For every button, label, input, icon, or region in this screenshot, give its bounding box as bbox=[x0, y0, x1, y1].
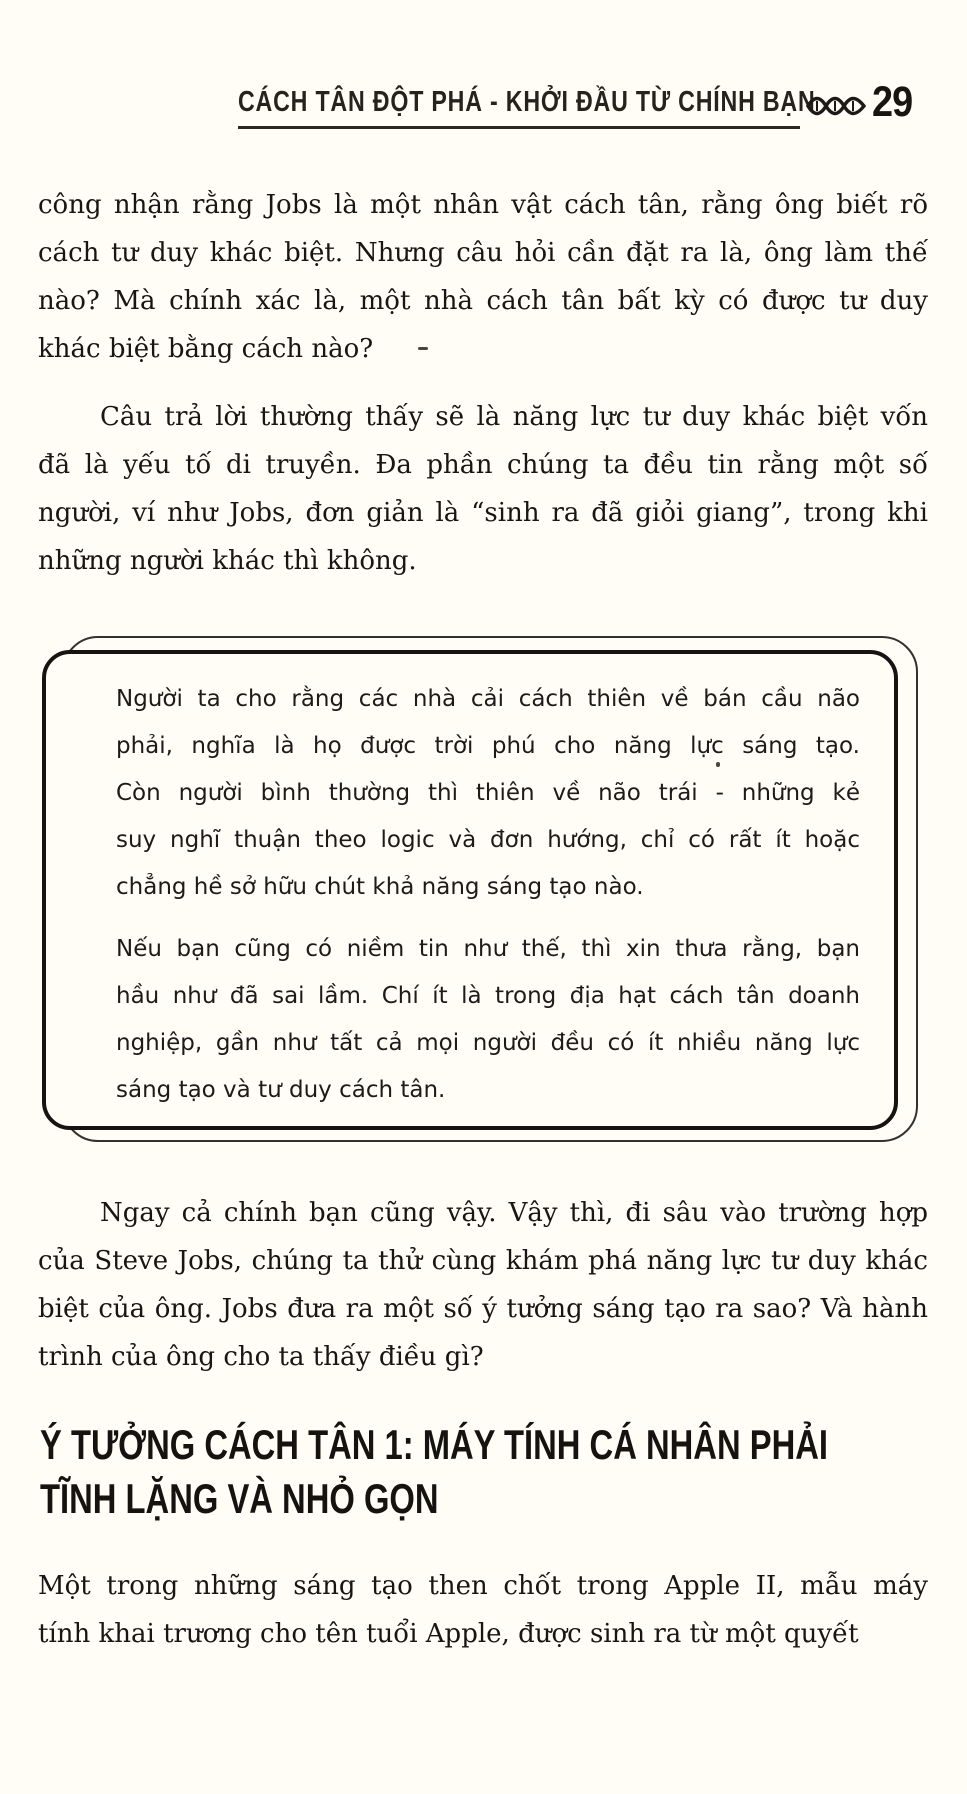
text-line: chẳng hề sở hữu chút khả năng sáng tạo nào. bbox=[116, 874, 644, 900]
heading-line: TĨNH LẶNG VÀ NHỎ GỌN bbox=[40, 1475, 439, 1522]
scan-speck bbox=[418, 347, 428, 350]
text-line: biệt của ông. Jobs đưa ra một số ý tưởng sáng tạo ra sao? Và hành bbox=[38, 1294, 928, 1324]
text-line: công nhận rằng Jobs là một nhân vật cách tân, rằng ông biết rõ bbox=[38, 190, 928, 220]
text-line: Câu trả lời thường thấy sẽ là năng lực tư duy khác biệt vốn bbox=[100, 402, 928, 432]
text-line: Người ta cho rằng các nhà cải cách thiên về bán cầu não bbox=[116, 686, 860, 712]
page-number: 29 bbox=[872, 78, 913, 126]
text-line: đã là yếu tố di truyền. Đa phần chúng ta đều tin rằng một số bbox=[38, 450, 928, 480]
text-line: nào? Mà chính xác là, một nhà cách tân bất kỳ có được tư duy bbox=[38, 286, 928, 316]
text-line: của Steve Jobs, chúng ta thử cùng khám phá năng lực tư duy khác bbox=[38, 1246, 928, 1276]
text-line: Nếu bạn cũng có niềm tin như thế, thì xin thưa rằng, bạn bbox=[116, 936, 860, 962]
scan-speck bbox=[716, 762, 720, 767]
body-paragraph-2 bbox=[38, 393, 928, 585]
callout-paragraph-2 bbox=[116, 926, 860, 1114]
callout-paragraph-1 bbox=[116, 676, 860, 911]
text-line: tính khai trương cho tên tuổi Apple, được sinh ra từ một quyết bbox=[38, 1619, 859, 1649]
body-paragraph-1 bbox=[38, 181, 928, 373]
text-line: Một trong những sáng tạo then chốt trong Apple II, mẫu máy bbox=[38, 1571, 928, 1601]
text-line: Còn người bình thường thì thiên về não trái - những kẻ bbox=[116, 780, 860, 806]
dna-helix-ornament-icon bbox=[806, 93, 866, 119]
callout-box bbox=[42, 650, 898, 1130]
heading-line: Ý TƯỞNG CÁCH TÂN 1: MÁY TÍNH CÁ NHÂN PHẢI bbox=[40, 1421, 828, 1468]
text-line: suy nghĩ thuận theo logic và đơn hướng, chỉ có rất ít hoặc bbox=[116, 827, 860, 853]
text-line: phải, nghĩa là họ được trời phú cho năng lực sáng tạo. bbox=[116, 733, 860, 759]
text-line: hầu như đã sai lầm. Chí ít là trong địa hạt cách tân doanh bbox=[116, 983, 860, 1009]
header-rule bbox=[238, 126, 800, 129]
running-header-title: CÁCH TÂN ĐỘT PHÁ - KHỞI ĐẦU TỪ CHÍNH BẠN bbox=[238, 86, 816, 118]
section-heading bbox=[40, 1418, 967, 1526]
text-line: sáng tạo và tư duy cách tân. bbox=[116, 1077, 446, 1103]
text-line: cách tư duy khác biệt. Nhưng câu hỏi cần đặt ra là, ông làm thế bbox=[38, 238, 928, 268]
text-line: Ngay cả chính bạn cũng vậy. Vậy thì, đi sâu vào trường hợp bbox=[100, 1198, 928, 1228]
text-line: khác biệt bằng cách nào? bbox=[38, 334, 374, 364]
body-paragraph-3 bbox=[38, 1189, 928, 1381]
text-line: những người khác thì không. bbox=[38, 546, 417, 576]
text-line: người, ví như Jobs, đơn giản là “sinh ra đã giỏi giang”, trong khi bbox=[38, 498, 928, 528]
body-paragraph-4 bbox=[38, 1562, 928, 1658]
text-line: nghiệp, gần như tất cả mọi người đều có ít nhiều năng lực bbox=[116, 1030, 860, 1056]
text-line: trình của ông cho ta thấy điều gì? bbox=[38, 1342, 484, 1372]
